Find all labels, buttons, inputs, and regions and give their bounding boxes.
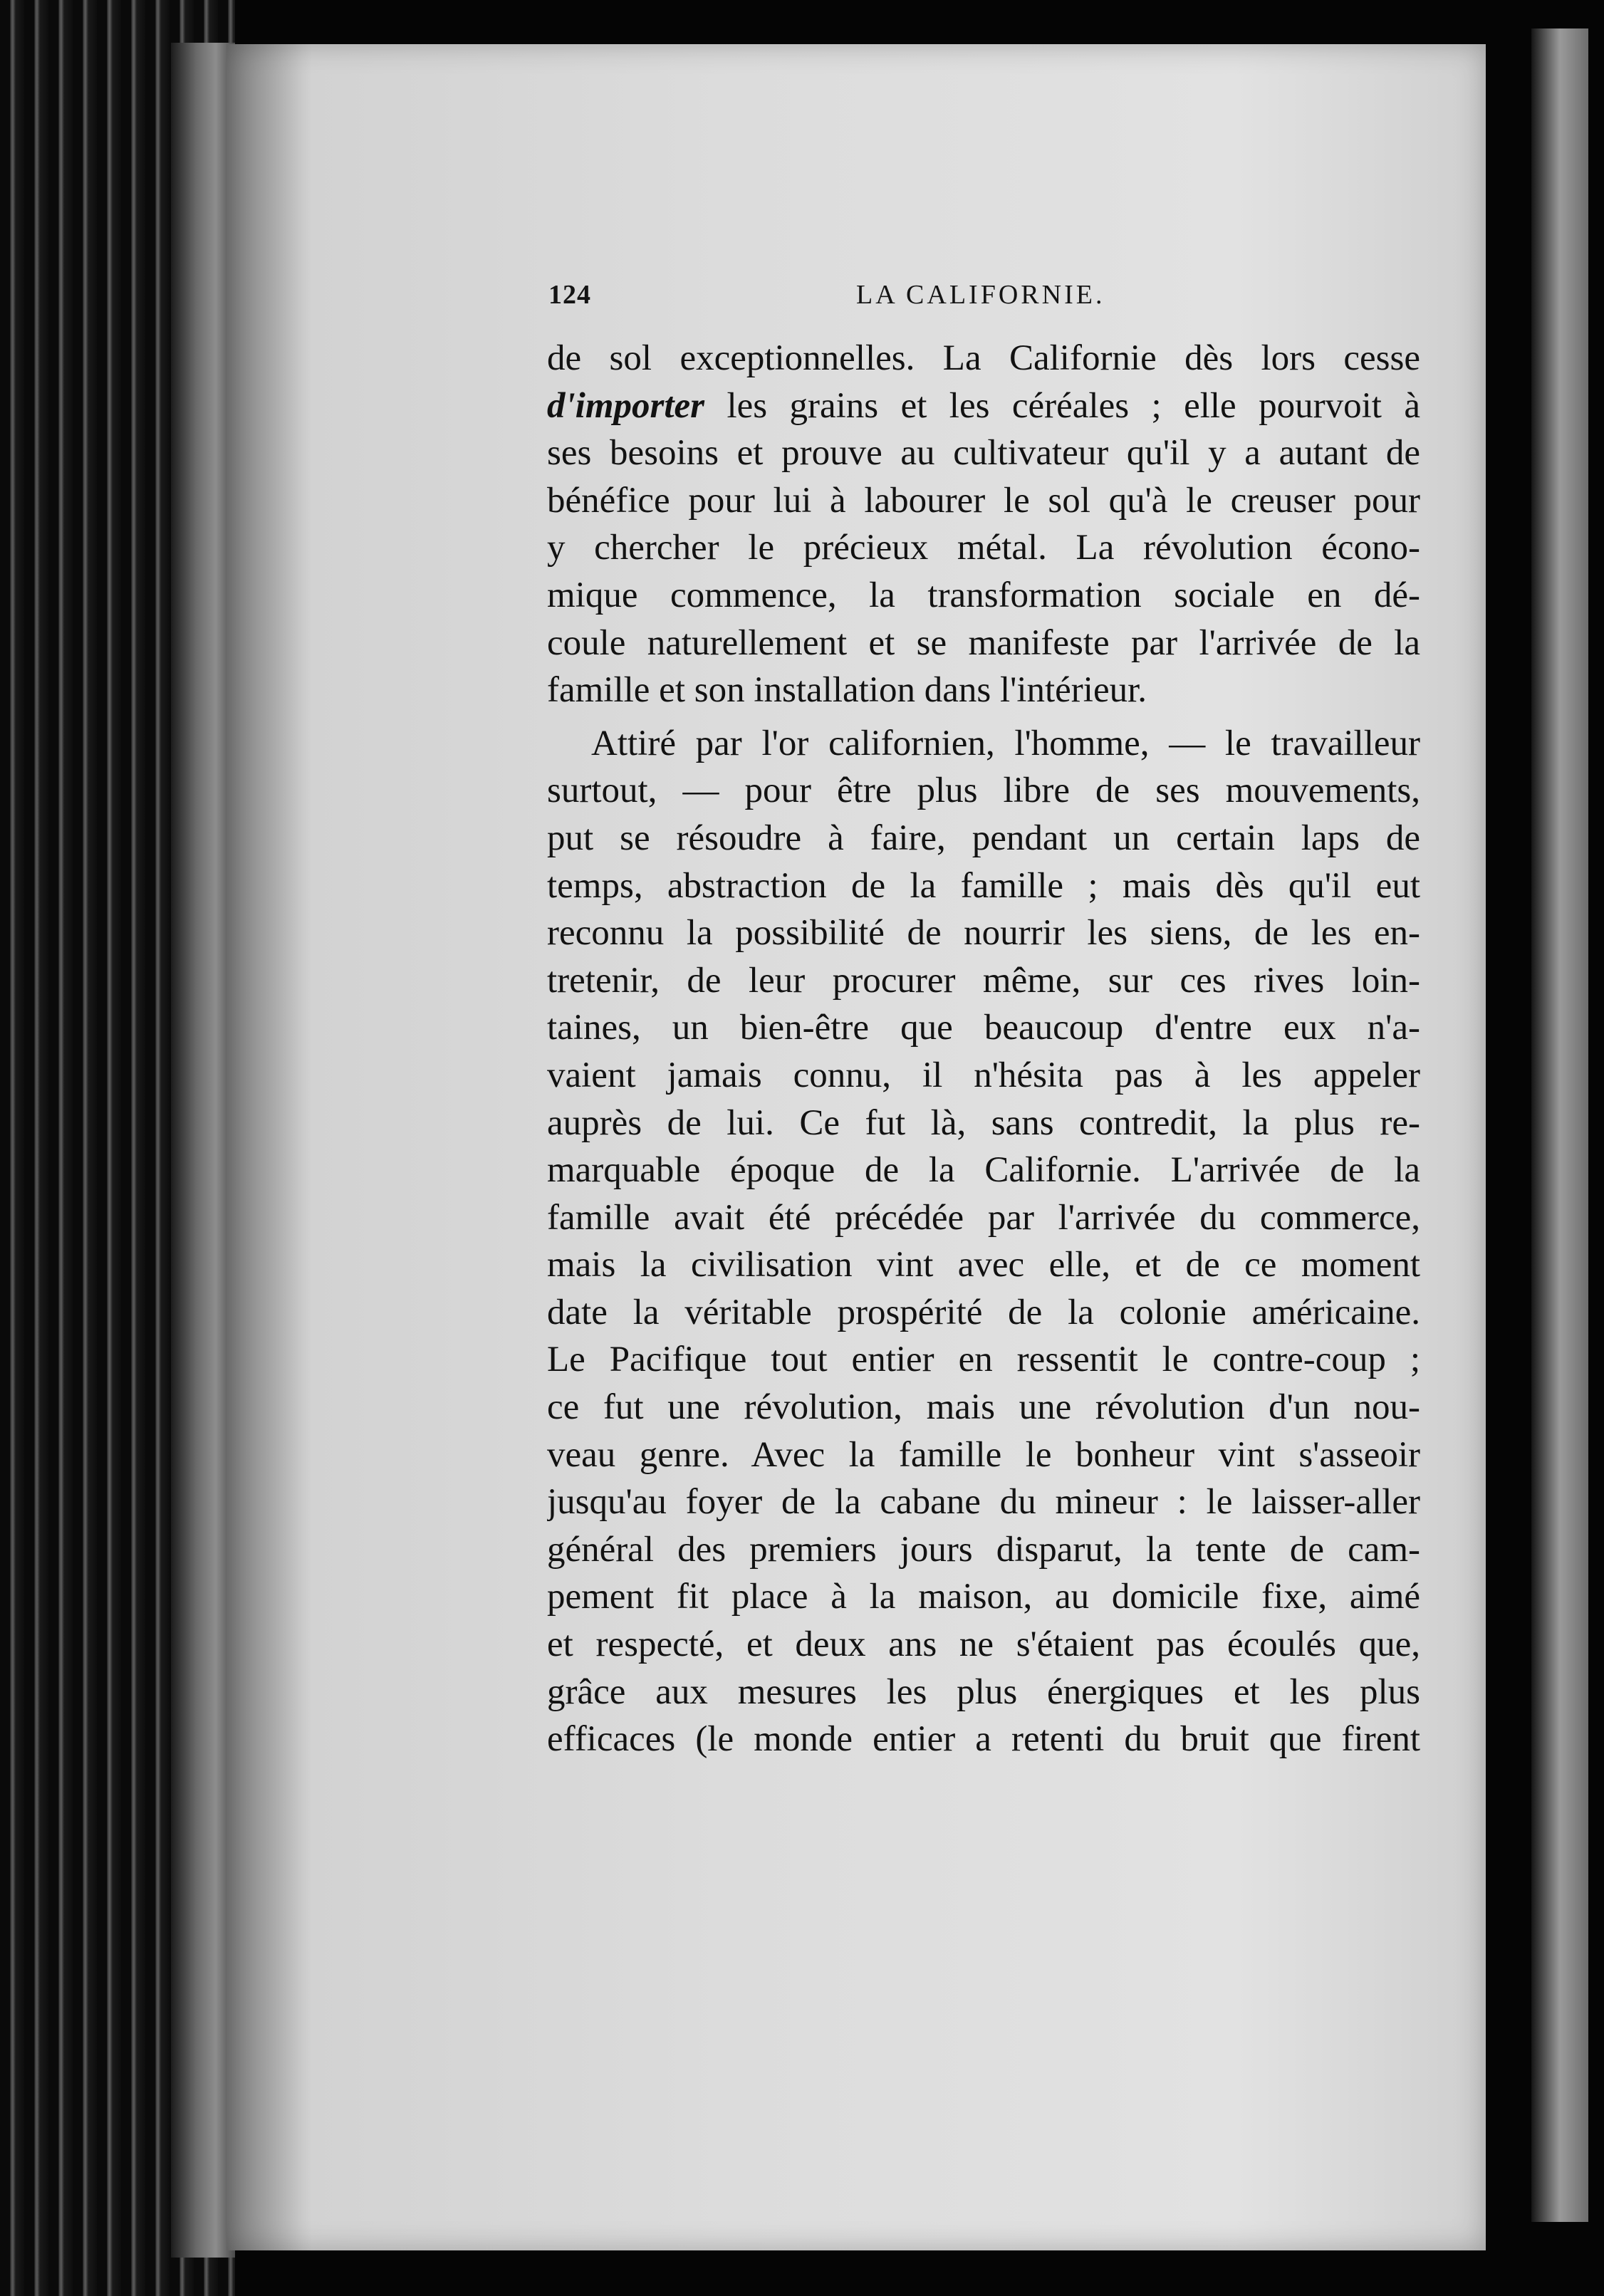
running-title: LA CALIFORNIE. <box>856 280 1105 310</box>
text-line: grâce aux mesures les plus énergiques et les plus <box>547 1671 1420 1712</box>
text-line: de sol exceptionnelles. La Californie dès lors cesse <box>547 338 1420 378</box>
text-line: marquable époque de la Californie. L'arrivée de la <box>547 1150 1420 1191</box>
text-line <box>547 382 1420 430</box>
text-line: date la véritable prospérité de la colonie américaine. <box>547 1292 1420 1332</box>
text-line: jusqu'au foyer de la cabane du mineur : le laisser-aller <box>547 1482 1420 1523</box>
text-line: efficaces (le monde entier a retenti du bruit que firent <box>547 1719 1420 1760</box>
text-line: temps, abstraction de la famille ; mais dès qu'il eut <box>547 865 1420 906</box>
text-line: et respecté, et deux ans ne s'étaient pas écoulés que, <box>547 1624 1420 1665</box>
text-line: pement fit place à la maison, au domicile fixe, aimé <box>547 1577 1420 1617</box>
text-line: veau genre. Avec la famille le bonheur vint s'asseoir <box>547 1434 1420 1475</box>
text-line: ce fut une révolution, mais une révolution d'un nou- <box>547 1387 1420 1428</box>
book-fore-edge <box>0 0 235 2296</box>
body-text <box>547 335 1420 1763</box>
text-line: famille avait été précédée par l'arrivée du commerce, <box>547 1197 1420 1238</box>
text-line: ses besoins et prouve au cultivateur qu'il y a autant de <box>547 433 1420 474</box>
gutter-shadow <box>226 44 312 2250</box>
text-line: mique commence, la transformation sociale en dé- <box>547 575 1420 615</box>
text-line: coule naturellement et se manifeste par l'arrivée de la <box>547 622 1420 663</box>
adjacent-page-edge <box>1531 28 1588 2222</box>
paragraph-2 <box>547 720 1420 1763</box>
text-line: surtout, — pour être plus libre de ses mouvements, <box>547 771 1420 811</box>
text-line: put se résoudre à faire, pendant un certain laps de <box>547 818 1420 858</box>
running-head <box>548 279 1417 322</box>
page-number: 124 <box>548 280 591 310</box>
text-line: général des premiers jours disparut, la tente de cam- <box>547 1529 1420 1570</box>
text-line: Le Pacifique tout entier en ressentit le contre-coup ; <box>547 1340 1420 1380</box>
text-line: taines, un bien-être que beaucoup d'entre eux n'a- <box>547 1008 1420 1048</box>
paragraph-1 <box>547 335 1420 714</box>
page-stack-edge <box>171 43 235 2258</box>
text-line: y chercher le précieux métal. La révolution écono- <box>547 528 1420 568</box>
text-line-rest: les grains et les céréales ; elle pourvoit à <box>704 385 1420 426</box>
text-line: bénéfice pour lui à labourer le sol qu'à le creuser pour <box>547 480 1420 521</box>
italic-word: d'importer <box>547 385 705 426</box>
text-line: reconnu la possibilité de nourrir les siens, de les en- <box>547 913 1420 954</box>
text-line: Attiré par l'or californien, l'homme, — le travailleur <box>591 723 1420 763</box>
text-line: vaient jamais connu, il n'hésita pas à les appeler <box>547 1055 1420 1095</box>
text-line: tretenir, de leur procurer même, sur ces rives loin- <box>547 960 1420 1001</box>
text-line: famille et son installation dans l'intérieur. <box>547 670 1147 711</box>
text-line: mais la civilisation vint avec elle, et de ce moment <box>547 1245 1420 1285</box>
text-line: auprès de lui. Ce fut là, sans contredit, la plus re- <box>547 1102 1420 1143</box>
